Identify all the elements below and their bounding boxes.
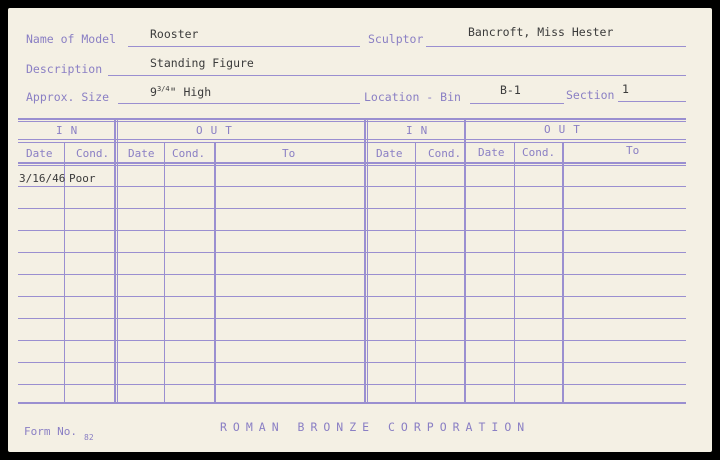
table-top-line bbox=[18, 118, 686, 120]
name-of-model-underline bbox=[128, 46, 360, 47]
inventory-card bbox=[8, 8, 712, 452]
column-header-cond: Cond. bbox=[522, 146, 556, 159]
approx-size-underline bbox=[118, 103, 360, 104]
size-fraction: 3/4 bbox=[156, 85, 170, 93]
row-line bbox=[18, 362, 686, 363]
column-header-line-2 bbox=[18, 165, 686, 166]
sculptor-underline bbox=[426, 46, 686, 47]
col-divider-in-out bbox=[114, 120, 116, 404]
group-header-line bbox=[18, 139, 686, 140]
section-value: 1 bbox=[622, 82, 629, 96]
col-divider-half-2 bbox=[367, 120, 368, 404]
sculptor-value: Bancroft, Miss Hester bbox=[468, 25, 614, 39]
group-header-line-2 bbox=[18, 142, 686, 143]
column-header-date: Date bbox=[376, 147, 403, 160]
column-header-line bbox=[18, 162, 686, 164]
group-header-in: IN bbox=[406, 124, 436, 137]
row-line bbox=[18, 318, 686, 319]
group-header-out: OUT bbox=[196, 124, 240, 137]
description-label: Description bbox=[26, 62, 103, 76]
description-value: Standing Figure bbox=[150, 56, 254, 70]
approx-size-value: 93/4" High bbox=[150, 85, 212, 99]
row-line bbox=[18, 230, 686, 231]
column-header-date: Date bbox=[128, 147, 155, 160]
column-header-to: To bbox=[626, 144, 640, 157]
col-divider bbox=[562, 142, 564, 404]
row-line bbox=[18, 340, 686, 341]
group-header-out: OUT bbox=[544, 123, 588, 136]
col-divider-in-out bbox=[464, 120, 466, 404]
column-header-to: To bbox=[282, 147, 296, 160]
col-divider bbox=[164, 142, 165, 404]
col-divider-in-out-2 bbox=[117, 120, 118, 404]
approx-size-label: Approx. Size bbox=[26, 90, 110, 104]
row-line bbox=[18, 296, 686, 297]
bin-value: B-1 bbox=[500, 83, 521, 97]
row-line bbox=[18, 384, 686, 385]
section-label: Section bbox=[566, 88, 615, 102]
column-header-cond: Cond. bbox=[428, 147, 462, 160]
location-bin-label: Location - Bin bbox=[364, 90, 461, 104]
form-no-value: 82 bbox=[84, 433, 94, 442]
company-name: ROMAN BRONZE CORPORATION bbox=[220, 420, 531, 434]
table-bottom-line bbox=[18, 402, 686, 404]
row-line bbox=[18, 208, 686, 209]
form-no-label: Form No. bbox=[24, 425, 77, 438]
column-header-cond: Cond. bbox=[76, 147, 110, 160]
row-line bbox=[18, 186, 686, 187]
row-1-in-cond: Poor bbox=[69, 172, 96, 185]
section-underline bbox=[618, 101, 686, 102]
col-divider bbox=[214, 142, 216, 404]
column-header-date: Date bbox=[478, 146, 505, 159]
name-of-model-value: Rooster bbox=[150, 27, 199, 41]
row-line bbox=[18, 252, 686, 253]
name-of-model-label: Name of Model bbox=[26, 32, 117, 46]
column-header-date: Date bbox=[26, 147, 53, 160]
col-divider-half bbox=[364, 120, 366, 404]
sculptor-label: Sculptor bbox=[368, 32, 424, 46]
row-line bbox=[18, 274, 686, 275]
table-top-line-2 bbox=[18, 121, 686, 122]
group-header-in: IN bbox=[56, 124, 86, 137]
column-header-cond: Cond. bbox=[172, 147, 206, 160]
col-divider bbox=[415, 142, 416, 404]
row-1-in-date: 3/16/46 bbox=[19, 172, 66, 185]
bin-underline bbox=[470, 103, 564, 104]
col-divider bbox=[514, 142, 515, 404]
description-underline bbox=[108, 75, 686, 76]
